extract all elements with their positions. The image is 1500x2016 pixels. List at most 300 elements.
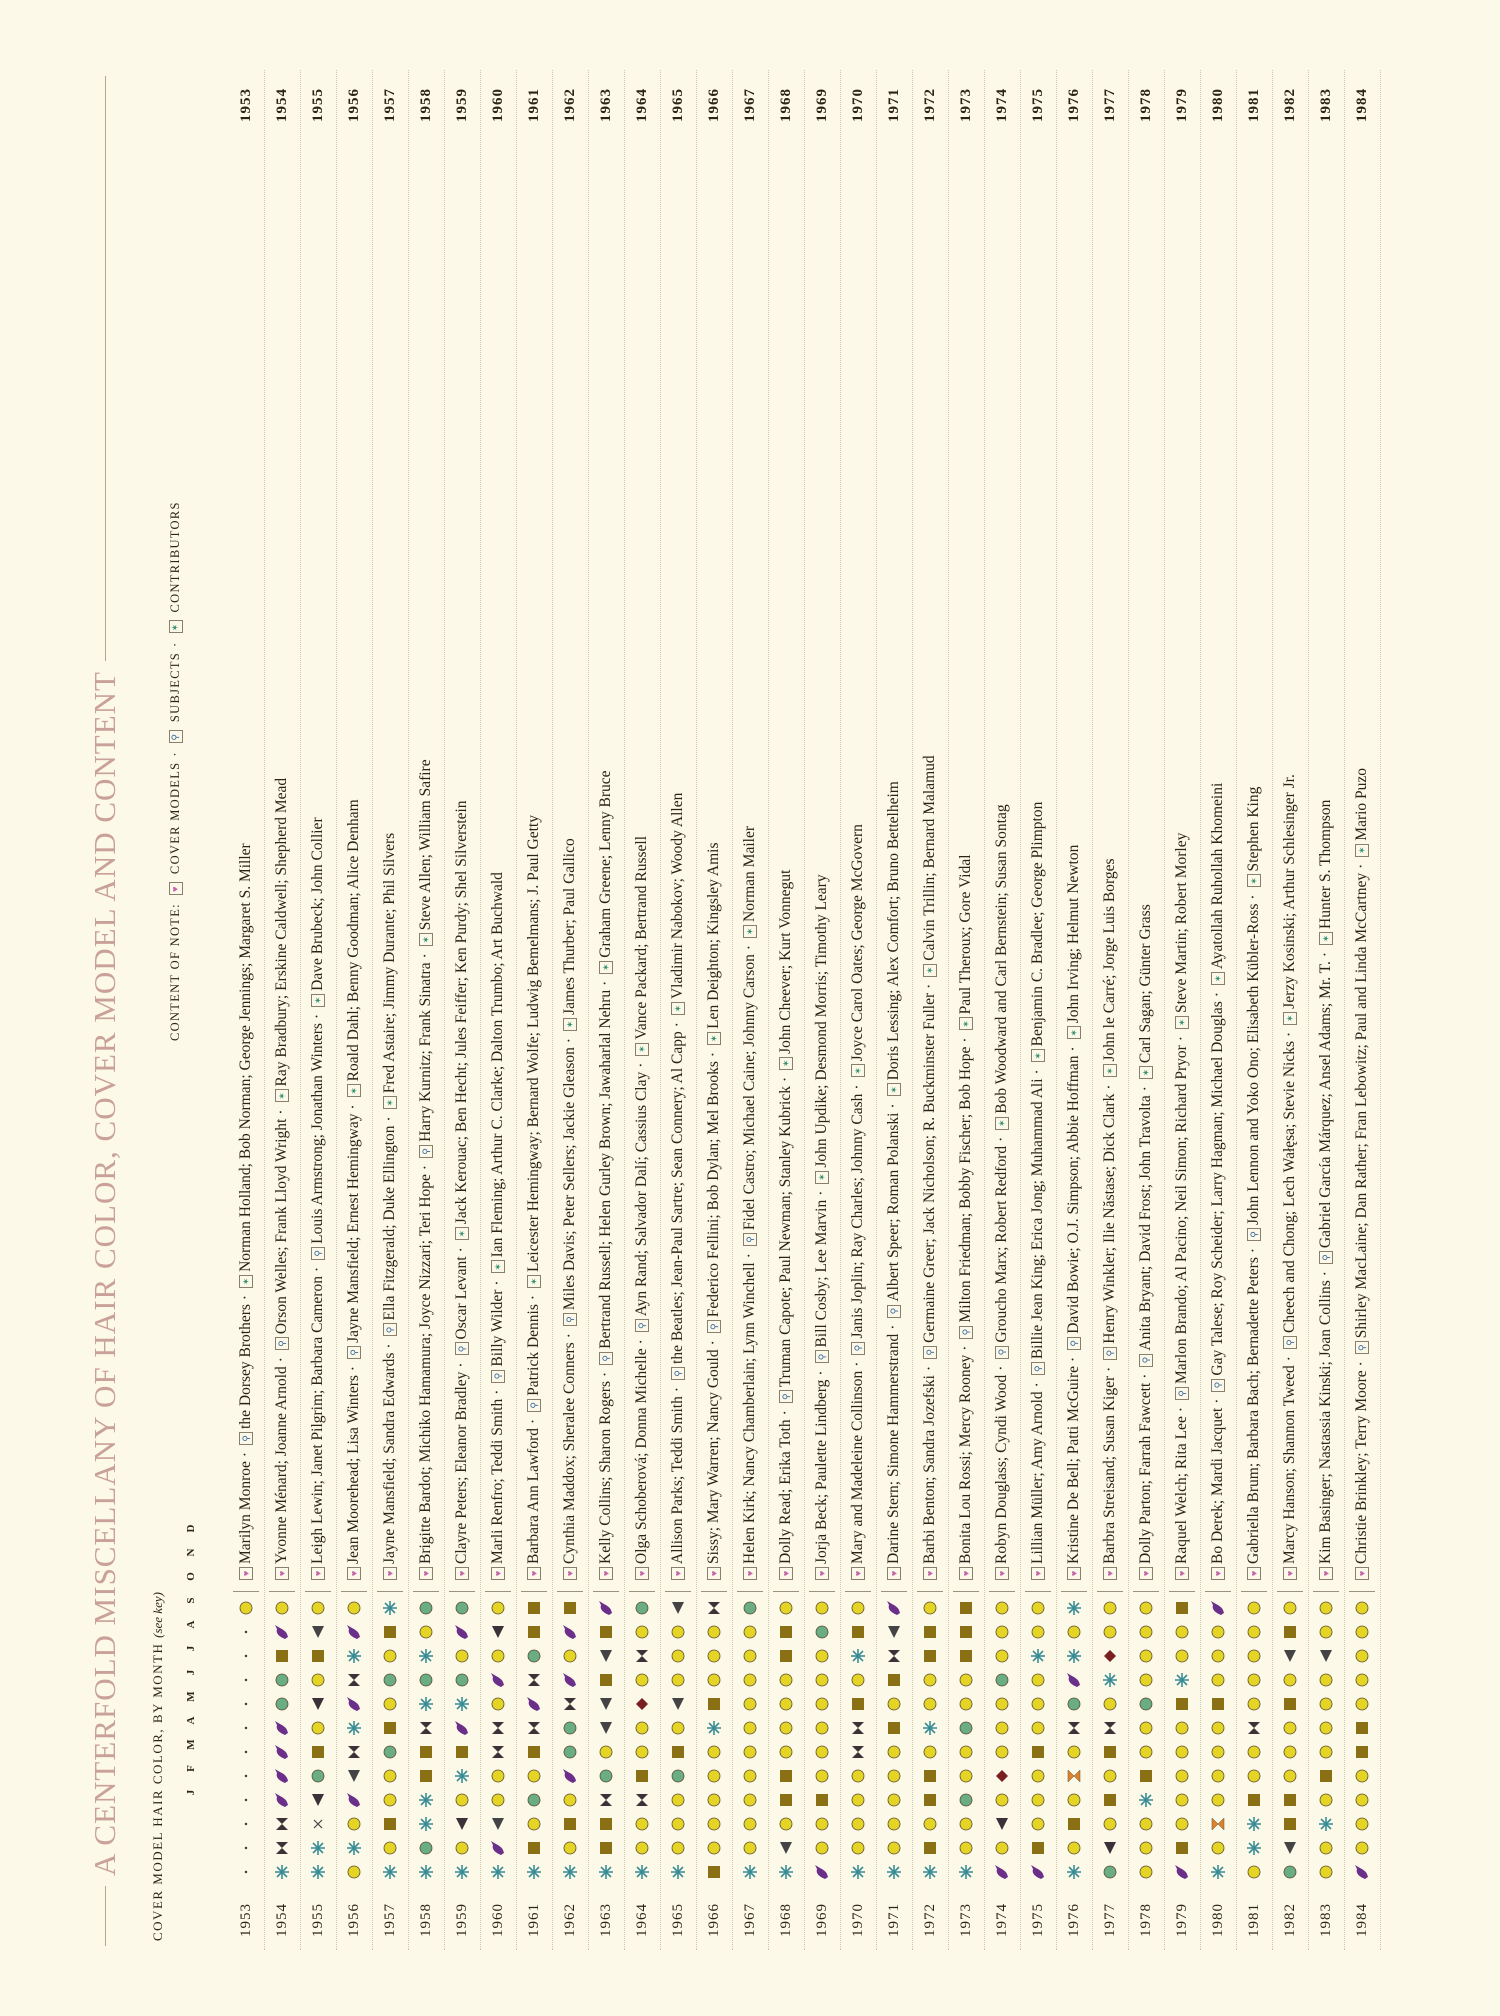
hair-color-marker-blonde: [1244, 1646, 1264, 1666]
year-row: [372, 70, 408, 1950]
hair-color-marker-brunette: [596, 1622, 616, 1642]
year-row: [480, 70, 516, 1950]
hair-color-marker-teal-star: [776, 1862, 796, 1882]
year-label-left: 1960: [489, 1903, 506, 1937]
content-of-note: ♥ Gabriella Brum; Barbara Bach; Bernadette Peters · ⚲ John Lennon and Yoko Ono; Elisabeth Kübler-Ross · ✶ Stephen King: [1245, 140, 1263, 1591]
magnifier-icon: ⚲: [1139, 1354, 1153, 1367]
month-markers: [480, 1598, 516, 1890]
hair-color-marker-blonde: [1316, 1670, 1336, 1690]
star-icon: ✶: [239, 1275, 253, 1288]
hair-color-marker-brunette: [704, 1862, 724, 1882]
hair-color-marker-brunette: [272, 1646, 292, 1666]
year-row: [804, 70, 840, 1950]
hair-color-marker-blonde: [668, 1838, 688, 1858]
hair-color-marker-brunette: [1316, 1766, 1336, 1786]
year-label-right: 1968: [777, 88, 794, 122]
hair-color-marker-blonde: [1316, 1622, 1336, 1642]
hair-color-marker-none: [236, 1622, 256, 1642]
hair-color-marker-blonde: [452, 1646, 472, 1666]
magnifier-icon: ⚲: [887, 1305, 901, 1318]
cover-models-text: Jayne Mansfield; Sandra Edwards: [381, 1352, 398, 1564]
hair-color-marker-blonde: [1352, 1646, 1372, 1666]
hair-color-marker-blonde: [560, 1838, 580, 1858]
month-markers: [1236, 1598, 1272, 1890]
bunny-icon: ♥: [419, 1567, 433, 1580]
title-rule-right: [105, 76, 106, 661]
hair-color-marker-blonde: [1316, 1718, 1336, 1738]
hair-color-marker-red-triangle: [668, 1694, 688, 1714]
hair-color-marker-blonde: [704, 1670, 724, 1690]
year-label-left: 1984: [1353, 1903, 1370, 1937]
hair-color-marker-blonde: [1136, 1622, 1156, 1642]
hair-color-marker-teal-star: [344, 1718, 364, 1738]
contributors-text: Steve Martin; Robert Morley: [1173, 832, 1190, 1013]
month-label: J: [185, 1788, 197, 1796]
month-markers: [372, 1598, 408, 1890]
hair-color-marker-brunette: [560, 1814, 580, 1834]
magnifier-icon: ⚲: [959, 1326, 973, 1339]
hair-color-marker-purple-bird: [884, 1598, 904, 1618]
hair-color-marker-blonde: [1208, 1790, 1228, 1810]
contributors-text: Calvin Trillin; Bernard Malamud: [921, 755, 938, 961]
hair-color-marker-blonde: [848, 1814, 868, 1834]
hair-color-marker-teal-star: [380, 1862, 400, 1882]
hair-color-marker-green: [740, 1598, 760, 1618]
cover-models-text: Kim Basinger; Nastassia Kinski; Joan Collins: [1317, 1280, 1334, 1564]
cover-models-text: Bonita Lou Rossi; Mercy Rooney: [957, 1354, 974, 1564]
hair-color-marker-blonde: [992, 1694, 1012, 1714]
content-of-note: ♥ Leigh Lewin; Janet Pilgrim; Barbara Cameron · ⚲ Louis Armstrong; Jonathan Winters · ✶ Dave Brubeck; John Collier: [309, 140, 327, 1591]
hair-color-marker-teal-star: [452, 1694, 472, 1714]
month-label: M: [185, 1690, 197, 1702]
magnifier-icon: ⚲: [1211, 1379, 1225, 1392]
content-of-note: ♥ Sissy; Mary Warren; Nancy Gould · ⚲ Federico Fellini; Bob Dylan; Mel Brooks · ✶ Len Deighton; Kingsley Amis: [705, 140, 723, 1591]
cover-models-text: Yvonne Ménard; Joanne Arnold: [273, 1366, 290, 1564]
hair-color-marker-blonde: [632, 1670, 652, 1690]
magnifier-icon: ⚲: [527, 1399, 541, 1412]
hair-color-marker-brunette: [524, 1622, 544, 1642]
star-icon: ✶: [887, 1083, 901, 1096]
month-markers: [516, 1598, 552, 1890]
hair-color-marker-blonde: [956, 1742, 976, 1762]
contributors-text: Leicester Hemingway; Bernard Wolfe; Ludwig Bemelmans; J. Paul Getty: [525, 815, 542, 1272]
year-label-right: 1984: [1353, 88, 1370, 122]
hair-color-marker-blonde: [740, 1646, 760, 1666]
subjects-text: Anita Bryant; David Frost; John Travolta: [1137, 1095, 1154, 1351]
year-label-left: 1977: [1101, 1903, 1118, 1937]
hair-color-marker-orange-hourglass: [1064, 1766, 1084, 1786]
legend-header-note: (see key): [150, 1592, 165, 1638]
contributors-text: Roald Dahl; Benny Goodman; Alice Denham: [345, 799, 362, 1082]
star-icon: ✶: [1103, 1065, 1117, 1078]
hair-color-marker-blonde: [1280, 1718, 1300, 1738]
hair-color-marker-blonde: [740, 1694, 760, 1714]
hair-color-marker-green: [380, 1670, 400, 1690]
hair-color-marker-blonde: [308, 1670, 328, 1690]
hair-color-marker-blonde: [524, 1814, 544, 1834]
year-row: [768, 70, 804, 1950]
star-icon: ✶: [347, 1084, 361, 1097]
bunny-icon: ♥: [599, 1567, 613, 1580]
hair-color-marker-black-bowtie: [524, 1670, 544, 1690]
subjects-text: Albert Speer; Roman Polanski: [885, 1112, 902, 1302]
hair-color-marker-blonde: [1136, 1814, 1156, 1834]
hair-color-marker-purple-bird: [488, 1838, 508, 1858]
hair-color-marker-teal-star: [596, 1862, 616, 1882]
subjects-text: John Lennon and Yoko Ono; Elisabeth Kübler-Ross: [1245, 903, 1262, 1225]
hair-color-marker-purple-bird: [992, 1862, 1012, 1882]
content-of-note: ♥ Brigitte Bardot; Michiko Hamamura; Joyce Nizzari; Teri Hope · ⚲ Harry Kurnitz; Frank Sinatra · ✶ Steve Allen; William Safire: [417, 140, 435, 1591]
hair-color-marker-brunette: [632, 1766, 652, 1786]
hair-color-marker-blonde: [812, 1694, 832, 1714]
cover-models-text: Barbra Streisand; Susan Kiger: [1101, 1375, 1118, 1564]
row-divider: [917, 1591, 943, 1592]
magnifier-icon: ⚲: [1247, 1228, 1261, 1241]
row-divider: [1277, 1591, 1303, 1592]
hair-color-marker-blonde: [1064, 1790, 1084, 1810]
magnifier-icon: ⚲: [779, 1390, 793, 1403]
content-of-note: ♥ Dolly Read; Erika Toth · ⚲ Truman Capote; Paul Newman; Stanley Kubrick · ✶ John Cheever; Kurt Vonnegut: [777, 140, 795, 1591]
row-divider: [989, 1591, 1015, 1592]
year-label-left: 1983: [1317, 1903, 1334, 1937]
month-label: O: [185, 1571, 197, 1581]
hair-color-marker-green: [992, 1670, 1012, 1690]
hair-color-marker-blonde: [1028, 1670, 1048, 1690]
year-label-right: 1967: [741, 88, 758, 122]
bunny-icon: ♥: [1103, 1567, 1117, 1580]
row-divider: [1241, 1591, 1267, 1592]
hair-color-marker-blonde: [488, 1790, 508, 1810]
cover-models-text: Kelly Collins; Sharon Rogers: [597, 1381, 614, 1564]
hair-color-marker-blonde: [1172, 1742, 1192, 1762]
page-title-block: [85, 76, 125, 1946]
subjects-text: the Beatles; Jean-Paul Sartre; Sean Connery; Al Capp: [669, 1031, 686, 1364]
hair-color-marker-brunette: [524, 1742, 544, 1762]
year-row: [984, 70, 1020, 1950]
magnifier-icon: ⚲: [383, 1323, 397, 1336]
bunny-icon: ♥: [1031, 1567, 1045, 1580]
cover-models-text: Mary and Madeleine Collinson: [849, 1370, 866, 1564]
hair-color-marker-blonde: [776, 1814, 796, 1834]
hair-color-marker-purple-bird: [344, 1790, 364, 1810]
hair-color-marker-blonde: [1064, 1622, 1084, 1642]
row-divider: [701, 1591, 727, 1592]
month-markers: [1164, 1598, 1200, 1890]
hair-color-marker-purple-bird: [560, 1670, 580, 1690]
hair-color-marker-purple-bird: [344, 1694, 364, 1714]
hair-color-marker-none: [236, 1814, 256, 1834]
content-of-note: ♥ Darine Stern; Simone Hammerstrand · ⚲ Albert Speer; Roman Polanski · ✶ Doris Lessing; Alex Comfort; Bruno Bettelheim: [885, 140, 903, 1591]
bunny-icon: ♥: [169, 882, 183, 895]
year-label-left: 1975: [1029, 1903, 1046, 1937]
hair-color-marker-blonde: [1208, 1670, 1228, 1690]
bunny-icon: ♥: [527, 1567, 541, 1580]
hair-color-marker-teal-star: [920, 1862, 940, 1882]
star-icon: ✶: [527, 1275, 541, 1288]
contributors-text: John Irving; Helmut Newton: [1065, 844, 1082, 1024]
bunny-icon: ♥: [1139, 1567, 1153, 1580]
subjects-text: Bill Cosby; Lee Marvin: [813, 1199, 830, 1348]
hair-color-marker-red-triangle: [1280, 1838, 1300, 1858]
year-row: [1128, 70, 1164, 1950]
cover-models-text: Sissy; Mary Warren; Nancy Gould: [705, 1349, 722, 1564]
hair-color-marker-black-bowtie: [632, 1646, 652, 1666]
hair-color-marker-blonde: [1208, 1646, 1228, 1666]
hair-color-marker-cross: [308, 1814, 328, 1834]
hair-color-marker-brunette: [1172, 1694, 1192, 1714]
hair-color-marker-purple-bird: [452, 1622, 472, 1642]
hair-color-marker-teal-star: [344, 1838, 364, 1858]
hair-color-marker-blonde: [1280, 1598, 1300, 1618]
hair-color-marker-blonde: [308, 1598, 328, 1618]
month-label: D: [185, 1523, 197, 1533]
hair-color-marker-blonde: [920, 1742, 940, 1762]
hair-color-marker-purple-bird: [596, 1598, 616, 1618]
hair-color-marker-red-triangle: [308, 1622, 328, 1642]
month-markers: [444, 1598, 480, 1890]
bunny-icon: ♥: [959, 1567, 973, 1580]
year-label-right: 1981: [1245, 88, 1262, 122]
contributors-text: Norman Holland; Bob Norman; George Jennings; Margaret S. Miller: [237, 843, 254, 1272]
hair-color-marker-green: [416, 1838, 436, 1858]
year-label-left: 1954: [273, 1903, 290, 1937]
year-label-left: 1979: [1173, 1903, 1190, 1937]
hair-color-marker-blonde: [1280, 1670, 1300, 1690]
year-label-right: 1969: [813, 88, 830, 122]
hair-color-marker-teal-star: [1244, 1838, 1264, 1858]
hair-color-marker-blonde: [992, 1838, 1012, 1858]
hair-color-marker-blonde: [560, 1646, 580, 1666]
year-row: [1236, 70, 1272, 1950]
hair-color-marker-brunette: [920, 1622, 940, 1642]
subjects-text: Germaine Greer; Jack Nicholson; R. Buckminster Fuller: [921, 992, 938, 1343]
hair-color-marker-blonde: [1280, 1766, 1300, 1786]
star-icon: ✶: [599, 961, 613, 974]
year-label-right: 1977: [1101, 88, 1118, 122]
hair-color-marker-brunette: [1100, 1742, 1120, 1762]
hair-color-marker-brunette: [1064, 1814, 1084, 1834]
star-icon: ✶: [707, 1032, 721, 1045]
hair-color-marker-teal-star: [704, 1718, 724, 1738]
hair-color-marker-blonde: [668, 1790, 688, 1810]
star-icon: ✶: [1139, 1066, 1153, 1079]
hair-color-marker-blonde: [740, 1766, 760, 1786]
star-icon: ✶: [1067, 1026, 1081, 1039]
hair-color-marker-brunette: [668, 1742, 688, 1762]
hair-color-marker-brunette: [776, 1790, 796, 1810]
star-icon: ✶: [743, 925, 757, 938]
hair-color-marker-green: [524, 1790, 544, 1810]
hair-color-marker-green: [1136, 1694, 1156, 1714]
hair-color-marker-purple-bird: [1064, 1670, 1084, 1690]
hair-color-marker-blonde: [740, 1670, 760, 1690]
content-of-note: ♥ Kristine De Bell; Patti McGuire · ⚲ David Bowie; O.J. Simpson; Abbie Hoffman · ✶ John Irving; Helmut Newton: [1065, 140, 1083, 1591]
cover-models-text: Kristine De Bell; Patti McGuire: [1065, 1365, 1082, 1564]
hair-color-marker-brunette: [1172, 1598, 1192, 1618]
bunny-icon: ♥: [743, 1567, 757, 1580]
hair-color-marker-teal-star: [416, 1814, 436, 1834]
hair-color-marker-blonde: [812, 1838, 832, 1858]
hair-color-marker-blonde: [1352, 1694, 1372, 1714]
hair-color-marker-brunette: [1352, 1742, 1372, 1762]
year-label-right: 1963: [597, 88, 614, 122]
content-of-note: ♥ Yvonne Ménard; Joanne Arnold · ⚲ Orson Welles; Frank Lloyd Wright · ✶ Ray Bradbury; Erskine Caldwell; Shepherd Mead: [273, 140, 291, 1591]
star-icon: ✶: [1175, 1016, 1189, 1029]
hair-color-marker-brunette: [560, 1598, 580, 1618]
year-label-right: 1954: [273, 88, 290, 122]
hair-color-marker-blonde: [992, 1646, 1012, 1666]
hair-color-marker-blonde: [848, 1670, 868, 1690]
star-icon: ✶: [923, 964, 937, 977]
hair-color-marker-green: [1064, 1694, 1084, 1714]
content-of-note: ♥ Robyn Douglass; Cyndi Wood · ⚲ Groucho Marx; Robert Redford · ✶ Bob Woodward and Carl Bernstein; Susan Sontag: [993, 140, 1011, 1591]
year-row: [624, 70, 660, 1950]
hair-color-marker-blonde: [668, 1718, 688, 1738]
hair-color-marker-green: [1280, 1862, 1300, 1882]
content-of-note: ♥ Bonita Lou Rossi; Mercy Rooney · ⚲ Milton Friedman; Bobby Fischer; Bob Hope · ✶ Paul Theroux; Gore Vidal: [957, 140, 975, 1591]
hair-color-marker-red-triangle: [596, 1646, 616, 1666]
hair-color-marker-purple-bird: [344, 1622, 364, 1642]
month-markers: [588, 1598, 624, 1890]
star-icon: ✶: [1283, 1012, 1297, 1025]
hair-color-marker-green: [272, 1694, 292, 1714]
star-icon: ✶: [491, 1260, 505, 1273]
content-of-note: ♥ Dolly Parton; Farrah Fawcett · ⚲ Anita Bryant; David Frost; John Travolta · ✶ Carl Sagan; Günter Grass: [1137, 140, 1155, 1591]
hair-color-marker-black-bowtie: [524, 1718, 544, 1738]
contributors-text: John le Carré; Jorge Luis Borges: [1101, 858, 1118, 1062]
year-label-left: 1955: [309, 1903, 326, 1937]
hair-color-marker-brunette: [380, 1814, 400, 1834]
hair-color-marker-teal-star: [416, 1694, 436, 1714]
star-icon: ✶: [383, 1096, 397, 1109]
hair-color-marker-blonde: [344, 1598, 364, 1618]
content-of-note: ♥ Olga Schoberová; Donna Michelle · ⚲ Ayn Rand; Salvador Dalí; Cassius Clay · ✶ Vance Packard; Bertrand Russell: [633, 140, 651, 1591]
cover-models-text: Barbi Benton; Sandra Jozefski: [921, 1375, 938, 1564]
hair-color-marker-blonde: [704, 1646, 724, 1666]
hair-color-marker-purple-bird: [560, 1622, 580, 1642]
hair-color-marker-green: [524, 1646, 544, 1666]
hair-color-marker-none: [236, 1766, 256, 1786]
cover-models-text: Christie Brinkley; Terry Moore: [1353, 1370, 1370, 1564]
year-label-right: 1960: [489, 88, 506, 122]
row-divider: [521, 1591, 547, 1592]
page-title: A CENTERFOLD MISCELLANY OF HAIR COLOR, COVER MODEL AND CONTENT: [87, 671, 122, 1876]
hair-color-marker-teal-star: [632, 1862, 652, 1882]
hair-color-marker-blonde: [1136, 1742, 1156, 1762]
hair-color-marker-blonde: [1028, 1766, 1048, 1786]
hair-color-marker-teal-star: [1100, 1670, 1120, 1690]
cover-models-text: Jean Moorehead; Lisa Winters: [345, 1375, 362, 1564]
hair-color-marker-brunette: [596, 1838, 616, 1858]
subjects-text: Gay Talese; Roy Scheider; Larry Hagman; Michael Douglas: [1209, 1001, 1226, 1376]
hair-color-marker-brunette: [1280, 1694, 1300, 1714]
hair-color-marker-blonde: [1028, 1694, 1048, 1714]
subjects-text: Marlon Brando; Al Pacino; Neil Simon; Richard Pryor: [1173, 1045, 1190, 1384]
content-note-cover-models: COVER MODELS: [168, 761, 182, 875]
hair-color-marker-blonde: [884, 1694, 904, 1714]
hair-color-marker-blonde: [632, 1622, 652, 1642]
bunny-icon: ♥: [491, 1567, 505, 1580]
cover-models-text: Marilyn Monroe: [237, 1461, 254, 1564]
magnifier-icon: ⚲: [1319, 1251, 1333, 1264]
row-divider: [305, 1591, 331, 1592]
hair-color-marker-brunette: [308, 1742, 328, 1762]
hair-color-marker-brunette: [776, 1766, 796, 1786]
hair-color-marker-green: [596, 1766, 616, 1786]
year-row: [912, 70, 948, 1950]
hair-color-marker-blonde: [380, 1766, 400, 1786]
contributors-text: Hunter S. Thompson: [1317, 799, 1334, 929]
hair-color-marker-blonde: [632, 1838, 652, 1858]
month-label: S: [185, 1596, 197, 1604]
star-icon: ✶: [563, 1018, 577, 1031]
month-markers: [300, 1598, 336, 1890]
year-label-right: 1982: [1281, 88, 1298, 122]
hair-color-marker-black-bowtie: [596, 1790, 616, 1810]
subjects-text: Jayne Mansfield; Ernest Hemingway: [345, 1113, 362, 1343]
year-row: [1164, 70, 1200, 1950]
bunny-icon: ♥: [1247, 1567, 1261, 1580]
content-note-subjects: SUBJECTS: [168, 651, 182, 723]
hair-color-marker-blonde: [740, 1814, 760, 1834]
hair-color-marker-blonde: [812, 1646, 832, 1666]
cover-models-text: Marcy Hanson; Shannon Tweed: [1281, 1365, 1298, 1564]
hair-color-marker-teal-star: [1064, 1646, 1084, 1666]
row-divider: [449, 1591, 475, 1592]
hair-color-marker-brunette: [1280, 1622, 1300, 1642]
hair-color-marker-green: [560, 1742, 580, 1762]
year-label-right: 1973: [957, 88, 974, 122]
year-label-right: 1966: [705, 88, 722, 122]
year-row: [1344, 70, 1380, 1950]
hair-color-marker-black-bowtie: [848, 1718, 868, 1738]
contributors-text: Jerzy Kosinski; Arthur Schlesinger Jr.: [1281, 774, 1298, 1009]
hair-color-marker-black-bowtie: [488, 1718, 508, 1738]
hair-color-marker-blonde: [1244, 1670, 1264, 1690]
subjects-text: Henry Winkler; Ilie Năstase; Dick Clark: [1101, 1093, 1118, 1344]
hair-color-marker-blonde: [740, 1718, 760, 1738]
contributors-text: Steve Allen; William Safire: [417, 759, 434, 931]
contributors-text: Ray Bradbury; Erskine Caldwell; Shepherd Mead: [273, 777, 290, 1087]
hair-color-marker-blonde: [812, 1718, 832, 1738]
hair-color-marker-black-triangle: [1100, 1838, 1120, 1858]
cover-models-text: Olga Schoberová; Donna Michelle: [633, 1348, 650, 1564]
year-label-left: 1969: [813, 1903, 830, 1937]
hair-color-marker-green: [956, 1790, 976, 1810]
hair-color-marker-blonde: [992, 1622, 1012, 1642]
hair-color-marker-blonde: [1064, 1742, 1084, 1762]
month-markers: [1200, 1598, 1236, 1890]
bunny-icon: ♥: [779, 1567, 793, 1580]
star-icon: ✶: [169, 620, 183, 633]
year-row: [264, 70, 300, 1950]
year-label-right: 1974: [993, 88, 1010, 122]
hair-color-marker-blonde: [1136, 1598, 1156, 1618]
content-of-note: ♥ Marcy Hanson; Shannon Tweed · ⚲ Cheech and Chong; Lech Wałęsa; Stevie Nicks · ✶ Jerzy Kosinski; Arthur Schlesinger Jr.: [1281, 140, 1299, 1591]
month-markers: [948, 1598, 984, 1890]
hair-color-marker-blonde: [1100, 1814, 1120, 1834]
contributors-text: Stephen King: [1245, 786, 1262, 872]
month-markers: [912, 1598, 948, 1890]
cover-models-text: Gabriella Brum; Barbara Bach; Bernadette Peters: [1245, 1257, 1262, 1564]
content-of-note: ♥ Barbi Benton; Sandra Jozefski · ⚲ Germaine Greer; Jack Nicholson; R. Buckminster Fuller · ✶ Calvin Trillin; Bernard Malamud: [921, 140, 939, 1591]
hair-color-marker-black-bowtie: [272, 1838, 292, 1858]
hair-color-marker-blonde: [704, 1766, 724, 1786]
star-icon: ✶: [311, 994, 325, 1007]
hair-color-marker-brunette: [1028, 1838, 1048, 1858]
month-markers: [552, 1598, 588, 1890]
subjects-text: Janis Joplin; Ray Charles; Johnny Cash: [849, 1093, 866, 1339]
